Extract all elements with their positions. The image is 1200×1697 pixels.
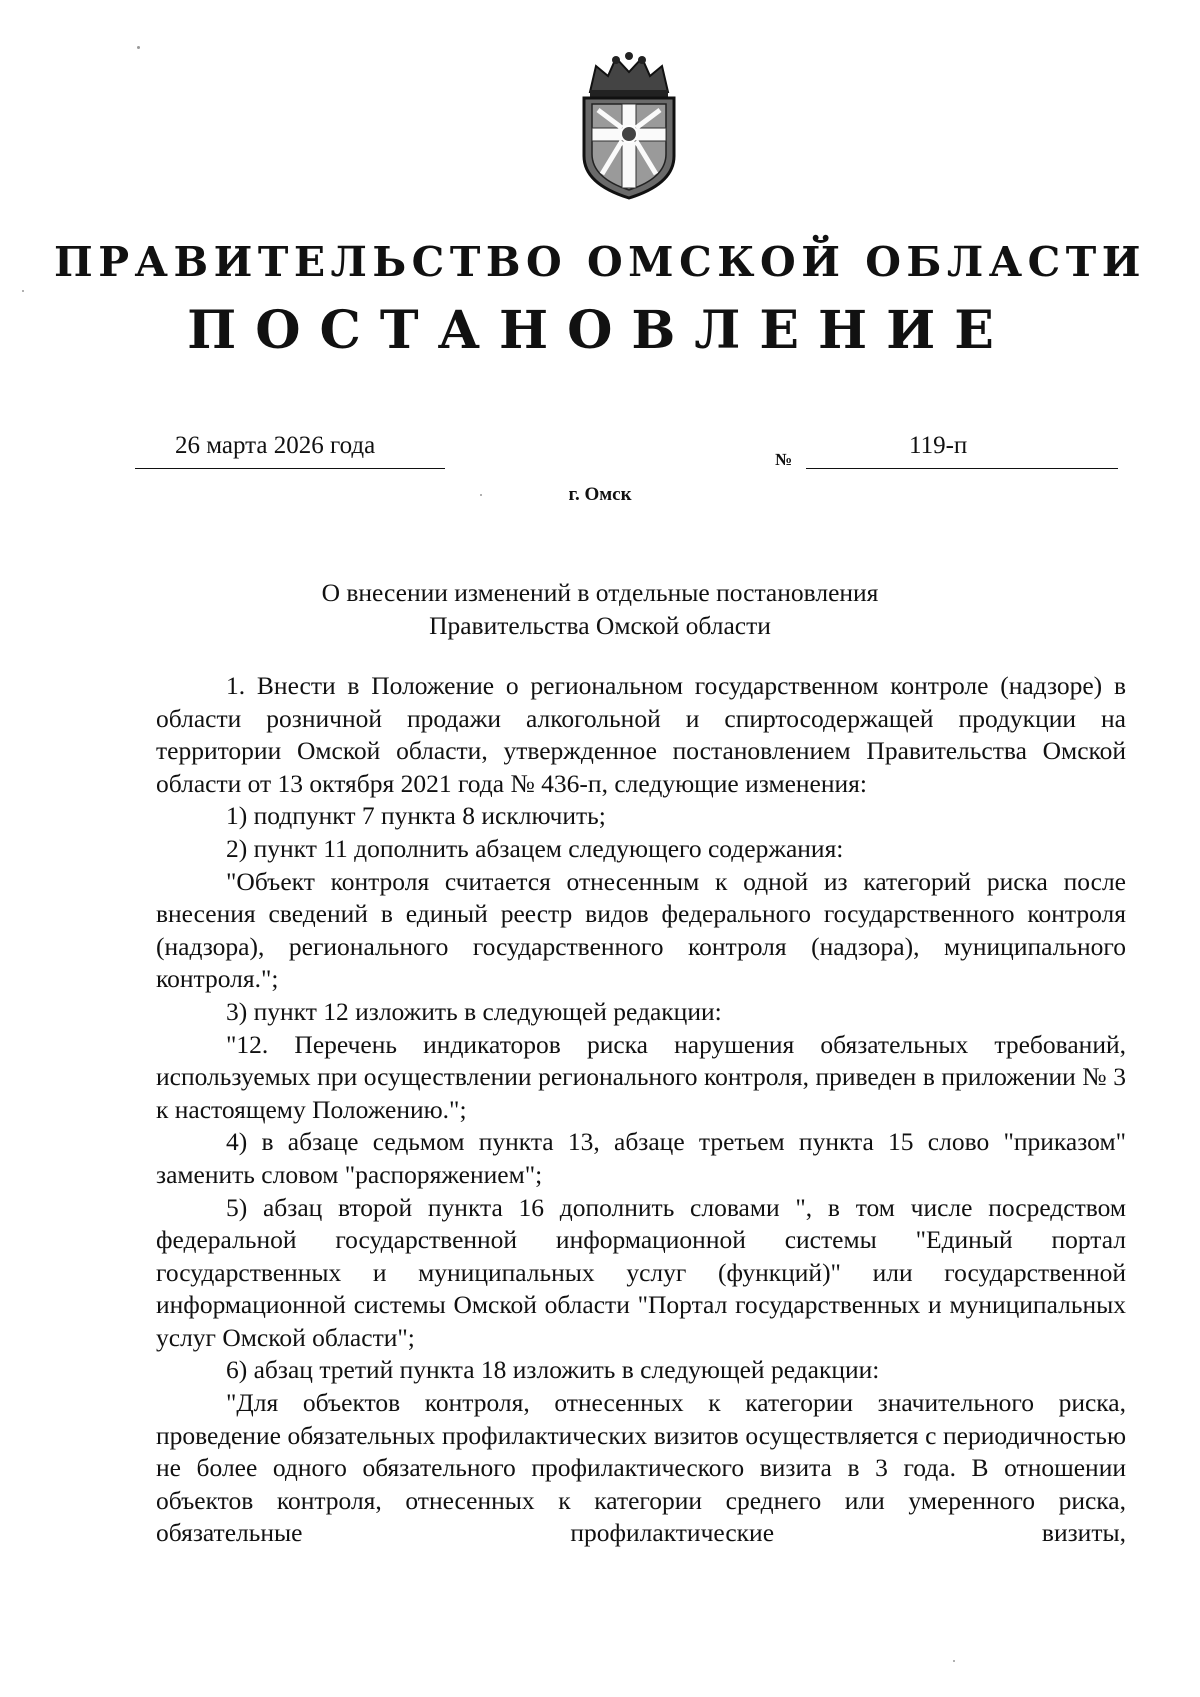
coat-of-arms-icon [568,52,690,200]
document-title [0,576,1200,642]
title-line-1: О внесении изменений в отдельные постановления [321,578,879,607]
scan-speck [22,290,24,292]
title-line-2: Правительства Омской области [429,611,771,640]
paragraph: 2) пункт 11 дополнить абзацем следующего содержания: [226,833,844,863]
paragraph: 1) подпункт 7 пункта 8 исключить; [226,801,606,831]
number-value: 119-п [909,432,968,459]
scan-speck [953,1660,955,1662]
doc-type-heading: ПОСТАНОВЛЕНИЕ [187,300,1013,361]
scan-speck [480,494,482,496]
number-sign: № [775,450,793,469]
paragraph: "Для объектов контроля, отнесенных к категории значительного риска, проведение обязательных профилактических визитов осуществляется с периодичностью не более одного обязательного профилактического визита в 3 года. В отношении объектов контроля, отнесенных к категории среднего или умеренного риска, обязательные профилактические визиты, [156,1388,1126,1548]
paragraph: 4) в абзаце седьмом пункта 13, абзаце третьем пункта 15 слово "приказом" заменить словом "распоряжением"; [156,1127,1126,1189]
org-name-heading: ПРАВИТЕЛЬСТВО ОМСКОЙ ОБЛАСТИ [54,238,1146,286]
paragraph: "Объект контроля считается отнесенным к одной из категорий риска после внесения сведений в единый реестр видов федерального государственного контроля (надзора), регионального государственного контроля (надзора), муниципального контроля."; [156,866,1126,994]
scan-speck [137,46,140,49]
paragraph: 1. Внести в Положение о региональном государственном контроле (надзоре) в области розничной продажи алкогольной и спиртосодержащей продукции на территории Омской области, утвержденное постановлением Правительства Омской области от 13 октября 2021 года № 436-п, следующие изменения: [156,671,1126,798]
city-label: г. Омск [568,484,632,505]
date-field [135,432,445,469]
paragraph: 6) абзац третий пункта 18 изложить в следующей редакции: [226,1355,880,1385]
document-body [156,670,1126,1550]
paragraph: "12. Перечень индикаторов риска нарушения обязательных требований, используемых при осуществлении регионального контроля, приведен в приложении № 3 к настоящему Положению."; [156,1029,1126,1124]
number-field [806,432,1118,469]
paragraph: 3) пункт 12 изложить в следующей редакции: [226,996,722,1026]
paragraph: 5) абзац второй пункта 16 дополнить словами ", в том числе посредством федеральной государственной информационной системы "Единый портал государственных и муниципальных услуг (функций)" или государственной информационной системы Омской области "Портал государственных и муниципальных услуг Омской области"; [156,1192,1126,1352]
date-value: 26 марта 2026 года [175,432,376,459]
